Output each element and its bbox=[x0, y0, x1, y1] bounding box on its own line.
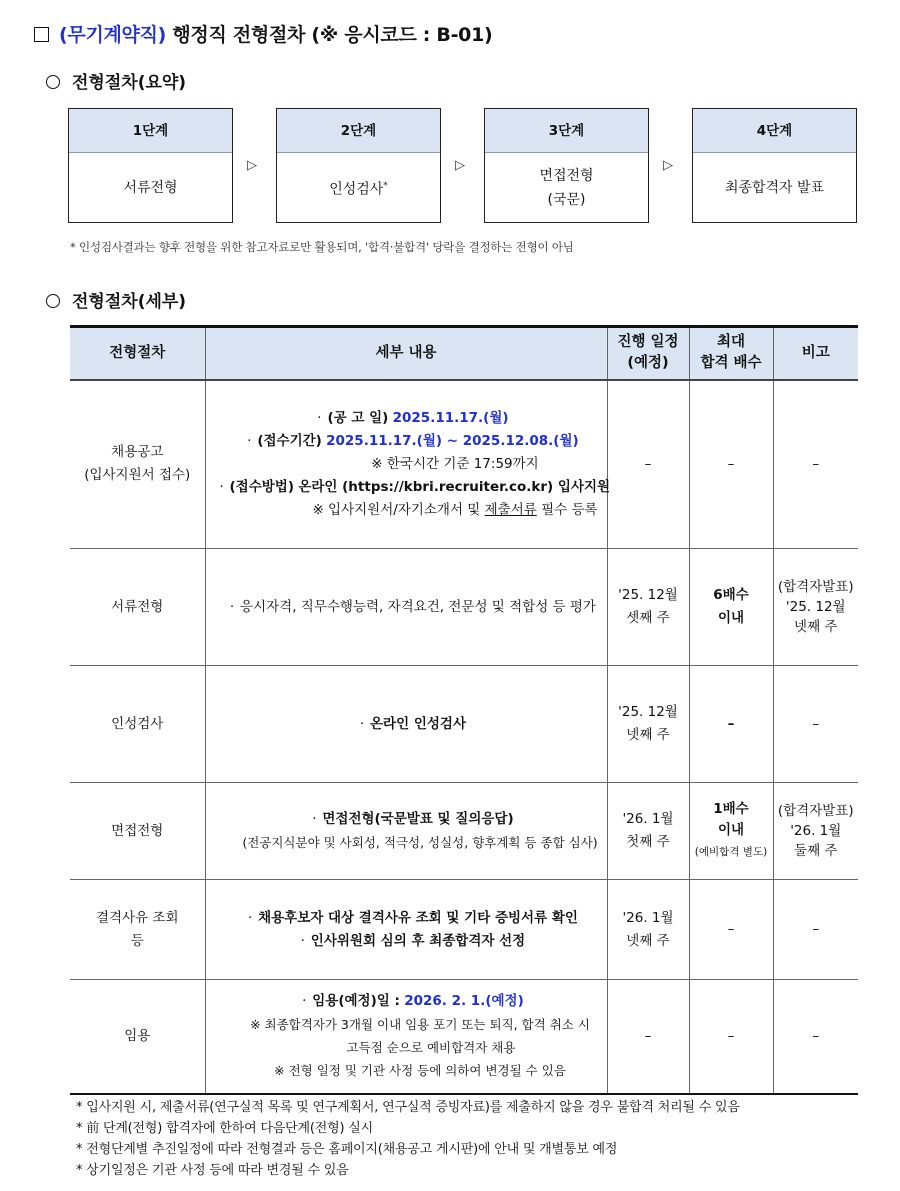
circle-bullet-icon bbox=[46, 294, 60, 308]
row-content: · 응시자격, 직무수행능력, 자격요건, 전문성 및 적합성 등 평가 bbox=[205, 549, 607, 666]
title-bracket: (무기계약직) bbox=[59, 24, 167, 46]
row-remark: – bbox=[773, 380, 858, 549]
summary-step-1 bbox=[68, 108, 233, 223]
detail-heading-text: 전형절차(세부) bbox=[72, 292, 187, 312]
row-schedule: '25. 12월 넷째 주 bbox=[607, 666, 689, 783]
summary-heading-text: 전형절차(요약) bbox=[72, 73, 187, 93]
summary-step-3 bbox=[484, 108, 649, 223]
row-schedule: '26. 1월 첫째 주 bbox=[607, 783, 689, 880]
step-arrow-icon: ▷ bbox=[247, 158, 257, 173]
footnote-4: * 상기일정은 기관 사정 등에 따라 변경될 수 있음 bbox=[76, 1163, 349, 1178]
row-content: · 채용후보자 대상 결격사유 조회 및 기타 증빙서류 확인 · 인사위원회 심의 후 최종합격자 선정 bbox=[205, 880, 607, 980]
step-arrow-icon: ▷ bbox=[455, 158, 465, 173]
row-remark: – bbox=[773, 880, 858, 980]
row-multiple: 1배수 이내 (예비합격 별도) bbox=[689, 783, 773, 880]
row-remark: – bbox=[773, 666, 858, 783]
step-arrow-icon: ▷ bbox=[663, 158, 673, 173]
step-name: 서류전형 bbox=[123, 180, 178, 196]
table-row-document bbox=[70, 549, 858, 666]
row-multiple: – bbox=[689, 380, 773, 549]
title-main: 행정직 전형절차 bbox=[172, 24, 306, 46]
header-stage: 전형절차 bbox=[70, 327, 205, 380]
table-row-posting bbox=[70, 380, 858, 549]
row-remark: (합격자발표) '26. 1월 둘째 주 bbox=[773, 783, 858, 880]
row-multiple: – bbox=[689, 666, 773, 783]
row-schedule: – bbox=[607, 380, 689, 549]
title-code: (※ 응시코드 : B-01) bbox=[311, 24, 493, 46]
step-name: 최종합격자 발표 bbox=[724, 180, 825, 196]
row-stage: 채용공고 (입사지원서 접수) bbox=[70, 380, 205, 549]
row-schedule: – bbox=[607, 980, 689, 1094]
row-stage: 임용 bbox=[70, 980, 205, 1094]
row-remark: – bbox=[773, 980, 858, 1094]
checkbox-square-icon bbox=[34, 27, 49, 42]
row-content: · (공 고 일) 2025.11.17.(월) · (접수기간) 2025.11.17.(월) ~ 2025.12.08.(월) ※ 한국시간 기준 17:59까지 · (접수방법) 온라인 (https://kbri.recruiter.co.kr) 입사지원 ※ 입사지원서/자기소개서 및 제출서류 필수 등록 bbox=[205, 380, 607, 549]
row-multiple: – bbox=[689, 880, 773, 980]
header-remark: 비고 bbox=[773, 327, 858, 380]
step-sub: (국문) bbox=[547, 192, 586, 208]
footnote-3: * 전형단계별 추진일정에 따라 전형결과 등은 홈페이지(채용공고 게시판)에 안내 및 개별통보 예정 bbox=[76, 1142, 618, 1157]
row-schedule: '26. 1월 넷째 주 bbox=[607, 880, 689, 980]
row-stage: 인성검사 bbox=[70, 666, 205, 783]
footnote-1: * 입사지원 시, 제출서류(연구실적 목록 및 연구계획서, 연구실적 증빙자료)를 제출하지 않을 경우 불합격 처리될 수 있음 bbox=[76, 1100, 740, 1115]
header-content: 세부 내용 bbox=[205, 327, 607, 380]
table-row-appointment bbox=[70, 980, 858, 1094]
step-stage-label: 2단계 bbox=[277, 109, 440, 153]
table-row-personality bbox=[70, 666, 858, 783]
row-multiple: – bbox=[689, 980, 773, 1094]
row-stage: 결격사유 조회 등 bbox=[70, 880, 205, 980]
summary-step-2 bbox=[276, 108, 441, 223]
summary-note: * 인성검사결과는 향후 전형을 위한 참고자료로만 활용되며, '합격·불합격' 당락을 결정하는 전형이 아님 bbox=[70, 240, 574, 254]
step-stage-label: 4단계 bbox=[693, 109, 856, 153]
step-footnote-mark: * bbox=[383, 181, 388, 192]
detail-heading bbox=[46, 287, 186, 312]
summary-heading bbox=[46, 68, 186, 93]
row-stage: 면접전형 bbox=[70, 783, 205, 880]
circle-bullet-icon bbox=[46, 75, 60, 89]
row-content: · 온라인 인성검사 bbox=[205, 666, 607, 783]
table-row-check bbox=[70, 880, 858, 980]
row-remark: (합격자발표) '25. 12월 넷째 주 bbox=[773, 549, 858, 666]
footnote-2: * 前 단계(전형) 합격자에 한하여 다음단계(전형) 실시 bbox=[76, 1121, 373, 1136]
row-stage: 서류전형 bbox=[70, 549, 205, 666]
step-stage-label: 3단계 bbox=[485, 109, 648, 153]
row-schedule: '25. 12월 셋째 주 bbox=[607, 549, 689, 666]
step-name: 인성검사 bbox=[329, 181, 384, 198]
summary-step-4 bbox=[692, 108, 857, 223]
step-stage-label: 1단계 bbox=[69, 109, 232, 153]
table-header-row bbox=[70, 327, 858, 380]
step-name: 면접전형 bbox=[539, 168, 594, 184]
header-schedule: 진행 일정 (예정) bbox=[607, 327, 689, 380]
row-content: · 임용(예정)일 : 2026. 2. 1.(예정) ※ 최종합격자가 3개월 이내 임용 포기 또는 퇴직, 합격 취소 시 고득점 순으로 예비합격자 채용 ※ 전형 일정 및 기관 사정 등에 의하여 변경될 수 있음 bbox=[205, 980, 607, 1094]
page-title bbox=[34, 20, 492, 47]
detail-table bbox=[70, 325, 858, 1095]
table-row-interview bbox=[70, 783, 858, 880]
header-multiple: 최대 합격 배수 bbox=[689, 327, 773, 380]
row-multiple: 6배수 이내 bbox=[689, 549, 773, 666]
row-content: · 면접전형(국문발표 및 질의응답) (전공지식분야 및 사회성, 적극성, 성실성, 향후계획 등 종합 심사) bbox=[205, 783, 607, 880]
